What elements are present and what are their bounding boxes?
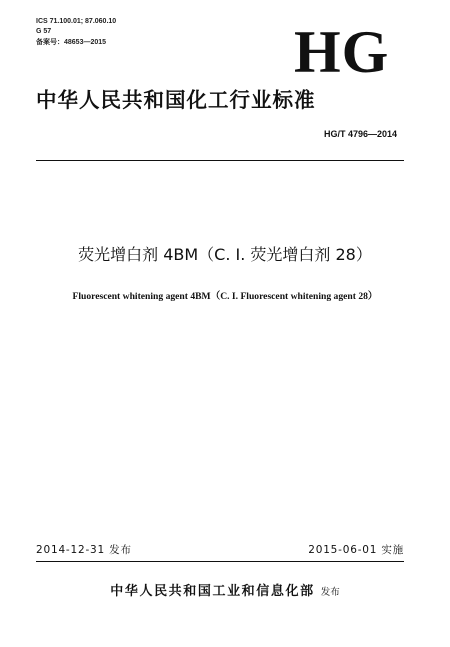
issue-date: 2014-12-31 发布 [36,544,132,556]
bottom-divider [36,561,404,562]
standard-number: HG/T 4796—2014 [323,129,397,139]
hg-logo: HG [294,19,390,85]
filing-number: 备案号：48653—2015 [36,39,107,46]
issuer-name: 中华人民共和国工业和信息化部 [110,584,315,599]
document-title-english: Fluorescent whitening agent 4BM（C. I. Fluorescent whitening agent 28） [72,291,378,302]
ccs-code: G 57 [36,28,52,35]
document-title-chinese: 荧光增白剂 4BM（C. I. 荧光增白剂 28） [78,245,372,264]
issuer-suffix: 发布 [320,587,340,598]
implementation-date: 2015-06-01 实施 [308,544,404,556]
issuer-line [0,580,450,599]
ics-code: ICS 71.100.01; 87.060.10 [36,18,117,25]
top-divider [36,160,404,161]
standard-category-title: 中华人民共和国化工行业标准 [36,88,316,112]
